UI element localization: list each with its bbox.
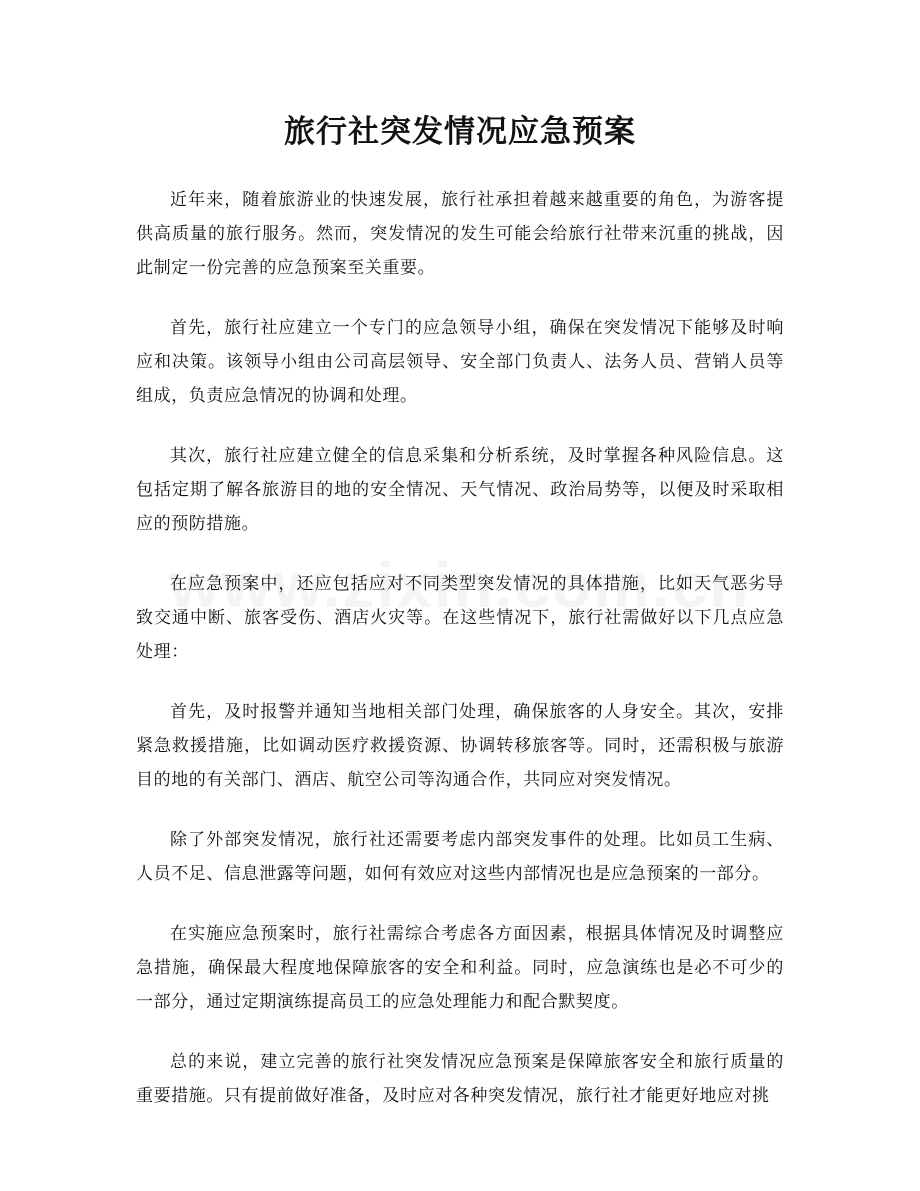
paragraph: 总的来说，建立完善的旅行社突发情况应急预案是保障旅客安全和旅行质量的重要措施。只有提前做好准备，及时应对各种突发情况，旅行社才能更好地应对挑 (136, 1052, 784, 1106)
paragraph: 在实施应急预案时，旅行社需综合考虑各方面因素，根据具体情况及时调整应急措施，确保最大程度地保障旅客的安全和利益。同时，应急演练也是必不可少的一部分，通过定期演练提高员工的应急处理能力和配合默契度。 (136, 924, 784, 1012)
paragraph: 在应急预案中，还应包括应对不同类型突发情况的具体措施，比如天气恶劣导致交通中断、旅客受伤、酒店火灾等。在这些情况下，旅行社需做好以下几点应急处理： (136, 574, 784, 662)
paragraph: 除了外部突发情况，旅行社还需要考虑内部突发事件的处理。比如员工生病、人员不足、信息泄露等问题，如何有效应对这些内部情况也是应急预案的一部分。 (136, 830, 784, 884)
paragraph: 首先，旅行社应建立一个专门的应急领导小组，确保在突发情况下能够及时响应和决策。该领导小组由公司高层领导、安全部门负责人、法务人员、营销人员等组成，负责应急情况的协调和处理。 (136, 318, 784, 406)
document-body (136, 183, 784, 1139)
paragraph: 近年来，随着旅游业的快速发展，旅行社承担着越来越重要的角色，为游客提供高质量的旅行服务。然而，突发情况的发生可能会给旅行社带来沉重的挑战，因此制定一份完善的应急预案至关重要。 (136, 190, 784, 278)
document-title: 旅行社突发情况应急预案 (284, 114, 636, 150)
paragraph: 其次，旅行社应建立健全的信息采集和分析系统，及时掌握各种风险信息。这包括定期了解各旅游目的地的安全情况、天气情况、政治局势等，以便及时采取相应的预防措施。 (136, 446, 784, 534)
paragraph: 首先，及时报警并通知当地相关部门处理，确保旅客的人身安全。其次，安排紧急救援措施，比如调动医疗救援资源、协调转移旅客等。同时，还需积极与旅游目的地的有关部门、酒店、航空公司等沟通合作，共同应对突发情况。 (136, 702, 784, 790)
